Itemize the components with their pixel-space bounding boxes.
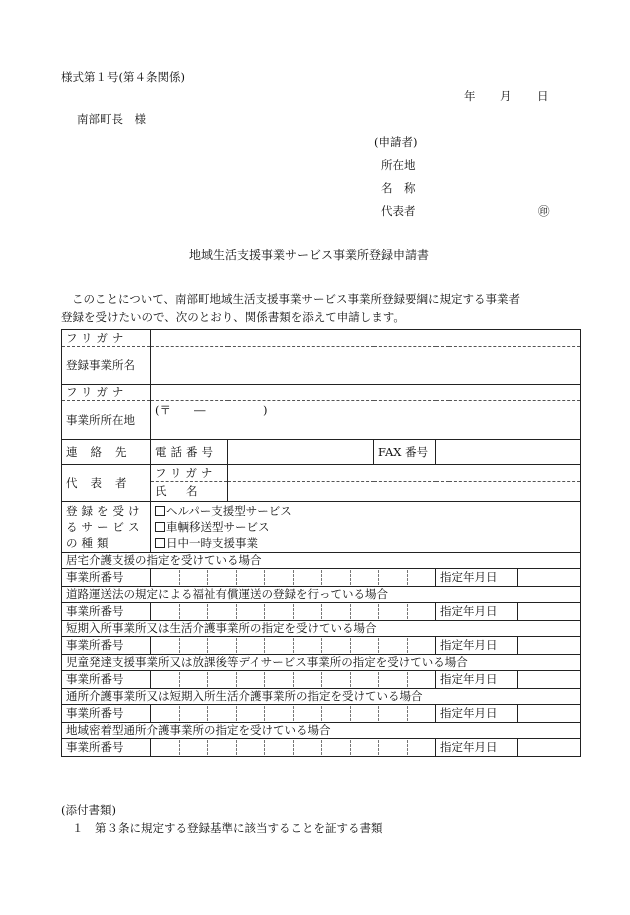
fax-label: FAX 番号 — [374, 440, 436, 465]
office-name-label: 登録事業所名 — [62, 347, 151, 385]
checkbox-helper[interactable] — [155, 506, 165, 516]
date-month-label: 月 — [500, 89, 512, 103]
office-number-label-6: 事業所番号 — [62, 739, 151, 757]
rep-name-field[interactable] — [228, 482, 581, 502]
applicant-representative-label: 代表者 — [381, 204, 416, 218]
rep-furigana-label: フリガナ — [151, 465, 228, 482]
designation-date-field-4[interactable] — [518, 671, 580, 688]
office-furigana-field[interactable] — [151, 330, 581, 347]
rep-name-label: 氏 名 — [151, 482, 228, 502]
office-number-field-3[interactable] — [151, 637, 436, 655]
furigana-label-2: フリガナ — [62, 385, 151, 401]
section-header-4: 児童発達支援事業所又は放課後等デイサービス事業所の指定を受けている場合 — [62, 655, 581, 671]
document-title: 地域生活支援事業サービス事業所登録申請書 — [189, 248, 430, 262]
office-number-field-2[interactable] — [151, 603, 436, 621]
rep-furigana-field[interactable] — [228, 465, 581, 482]
office-number-label-3: 事業所番号 — [62, 637, 151, 655]
office-address-label: 事業所所在地 — [62, 401, 151, 440]
office-name-field[interactable] — [151, 347, 581, 385]
form-number: 様式第１号(第４条関係) — [61, 70, 185, 84]
date-year-label: 年 — [464, 89, 476, 103]
fax-field[interactable] — [436, 440, 581, 465]
checkbox-daytime[interactable] — [155, 538, 165, 548]
designation-date-label-2: 指定年月日 — [436, 603, 518, 620]
phone-field[interactable] — [228, 440, 374, 465]
designation-date-field-1[interactable] — [518, 569, 580, 586]
phone-label: 電話番号 — [151, 440, 228, 465]
representative-label: 代表者 — [62, 465, 151, 502]
section-header-5: 通所介護事業所又は短期入所生活介護事業所の指定を受けている場合 — [62, 689, 581, 705]
applicant-address-label: 所在地 — [381, 158, 416, 172]
office-number-field-6[interactable] — [151, 739, 436, 757]
contact-label: 連絡先 — [62, 440, 151, 465]
postal-code-field[interactable]: (〒 ― ) — [155, 403, 268, 417]
section-header-3: 短期入所事業所又は生活介護事業所の指定を受けている場合 — [62, 621, 581, 637]
applicant-name-label: 名 称 — [381, 181, 416, 195]
designation-date-label-4: 指定年月日 — [436, 671, 518, 688]
office-number-label-2: 事業所番号 — [62, 603, 151, 621]
services-options — [151, 502, 581, 553]
address-furigana-field[interactable] — [151, 385, 581, 401]
office-number-label-1: 事業所番号 — [62, 569, 151, 587]
section-header-1: 居宅介護支援の指定を受けている場合 — [62, 553, 581, 569]
office-number-label-5: 事業所番号 — [62, 705, 151, 723]
attachments-label: (添付書類) — [61, 803, 116, 817]
applicant-label: (申請者) — [374, 135, 418, 149]
designation-date-field-2[interactable] — [518, 603, 580, 620]
service-option-helper[interactable]: ヘルパー支援型サービス — [155, 503, 576, 519]
service-option-daytime[interactable]: 日中一時支援事業 — [155, 535, 576, 551]
checkbox-vehicle[interactable] — [155, 522, 165, 532]
furigana-label-1: フリガナ — [62, 330, 151, 347]
service-option-vehicle[interactable]: 車輌移送型サービス — [155, 519, 576, 535]
intro-line-1: このことについて、南部町地域生活支援事業サービス事業所登録要綱に規定する事業者 — [72, 292, 521, 306]
section-header-6: 地域密着型通所介護事業所の指定を受けている場合 — [62, 723, 581, 739]
office-number-field-4[interactable] — [151, 671, 436, 689]
designation-date-label-6: 指定年月日 — [436, 739, 518, 756]
services-label: 登録を受け るサービス の種類 — [62, 502, 151, 553]
office-number-label-4: 事業所番号 — [62, 671, 151, 689]
designation-date-field-5[interactable] — [518, 705, 580, 722]
office-address-field[interactable] — [151, 401, 581, 440]
application-form-table — [61, 329, 581, 757]
designation-date-label-5: 指定年月日 — [436, 705, 518, 722]
designation-date-field-6[interactable] — [518, 739, 580, 756]
section-header-2: 道路運送法の規定による福祉有償運送の登録を行っている場合 — [62, 587, 581, 603]
intro-line-2: 登録を受けたいので、次のとおり、関係書類を添えて申請します。 — [61, 310, 405, 324]
office-number-field-1[interactable] — [151, 569, 436, 587]
designation-date-field-3[interactable] — [518, 637, 580, 654]
addressee: 南部町長 様 — [77, 112, 146, 126]
seal-mark: ㊞ — [538, 204, 550, 218]
attachment-item-1: １ 第３条に規定する登録基準に該当することを証する書類 — [72, 821, 383, 835]
office-number-field-5[interactable] — [151, 705, 436, 723]
designation-date-label-1: 指定年月日 — [436, 569, 518, 586]
date-day-label: 日 — [537, 89, 549, 103]
designation-date-label-3: 指定年月日 — [436, 637, 518, 654]
